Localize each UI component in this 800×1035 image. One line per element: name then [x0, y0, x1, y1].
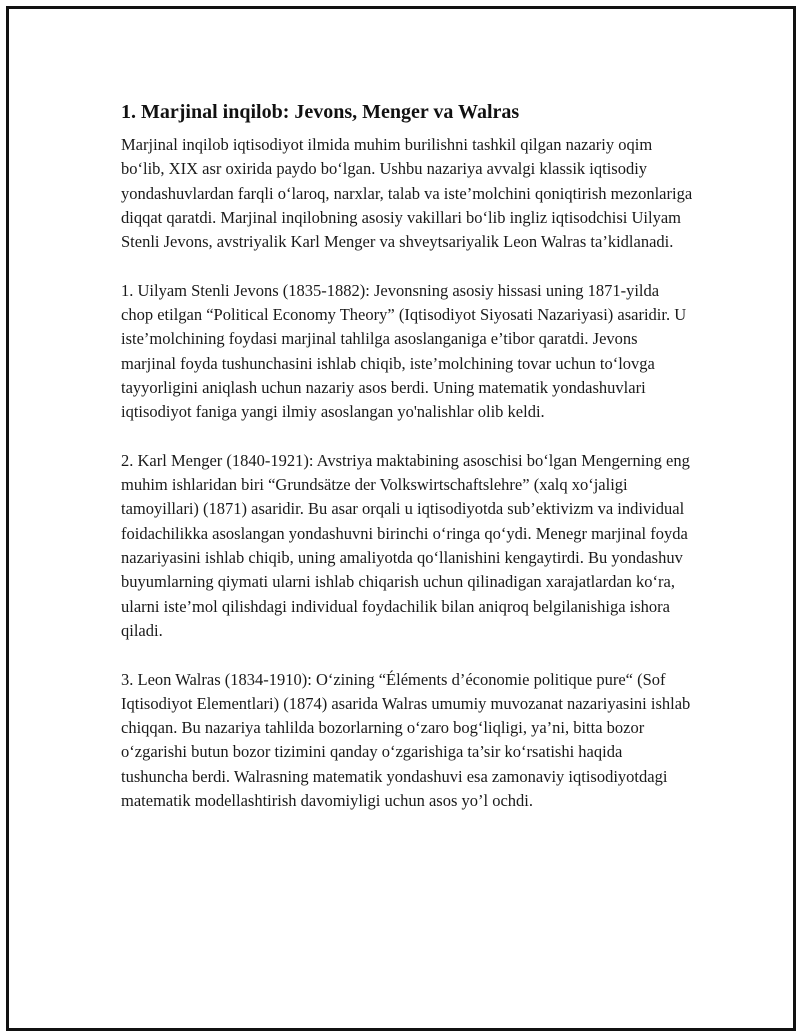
menger-paragraph: 2. Karl Menger (1840-1921): Avstriya maktabining asoschisi bo‘lgan Mengerning eng muhim ishlaridan biri “Grundsätze der Volkswirtschaftslehre” (xalq xo‘jaligi tamoyillari) (1871) asaridir. Bu asar orqali u iqtisodiyotda sub’ektivizm va individual foidachilikka asoslangan yondashuvni birinchi o‘ringa qo‘ydi. Menegr marjinal foyda nazariyasini ishlab chiqib, uning amaliyotda qo‘llanishini kengaytirdi. Bu yondashuv buyumlarning qiymati ularni ishlab chiqarish uchun qilinadigan xarajatlardan ko‘ra, ularni iste’mol qilishdagi individual foydachilik bilan aniqroq belgilanishiga ishora qiladi. [121, 450, 690, 640]
section-heading: 1. Marjinal inqilob: Jevons, Menger va Walras [121, 101, 520, 123]
intro-paragraph: Marjinal inqilob iqtisodiyot ilmida muhim burilishni tashkil qilgan nazariy oqim bo‘lib, XIX asr oxirida paydo bo‘lgan. Ushbu nazariya avvalgi klassik iqtisodiy yondashuvlardan farqli o‘laroq, narxlar, talab va iste’molchini qoniqtirish mezonlariga diqqat qaratdi. Marjinal inqilobning asosiy vakillari bo‘lib ingliz iqtisodchisi Uilyam Stenli Jevons, avstriyalik Karl Menger va shveytsariyalik Leon Walras ta’kidlanadi. [121, 135, 693, 252]
jevons-paragraph: 1. Uilyam Stenli Jevons (1835-1882): Jevonsning asosiy hissasi uning 1871-yilda chop etilgan “Political Economy Theory” (Iqtisodiyot Siyosati Nazariyasi) asaridir. U iste’molchining foydasi marjinal tahlilga asoslanganiga e’tibor qaratdi. Jevons marjinal foyda tushunchasini ishlab chiqib, iste’molchining tovar uchun to‘lovga tayyorligini aniqlash uchun nazariy asos berdi. Uning matematik yondashuvlari iqtisodiyot faniga yangi ilmiy asoslangan yo'nalishlar olib keldi. [121, 280, 687, 422]
document-body [121, 99, 693, 813]
walras-paragraph: 3. Leon Walras (1834-1910): O‘zining “Éléments d’économie politique pure“ (Sof Iqtisodiyot Elementlari) (1874) asarida Walras umumiy muvozanat nazariyasini ishlab chiqqan. Bu nazariya tahlilda bozorlarning o‘zaro bog‘liqligi, ya’ni, bitta bozor o‘zgarishi butun bozor tizimini qanday o‘zgarishiga ta’sir ko‘rsatishi haqida tushuncha berdi. Walrasning matematik yondashuvi esa zamonaviy iqtisodiyotdagi matematik modellashtirish davomiyligi uchun asos yo’l ochdi. [121, 669, 691, 811]
page-frame [6, 6, 796, 1031]
